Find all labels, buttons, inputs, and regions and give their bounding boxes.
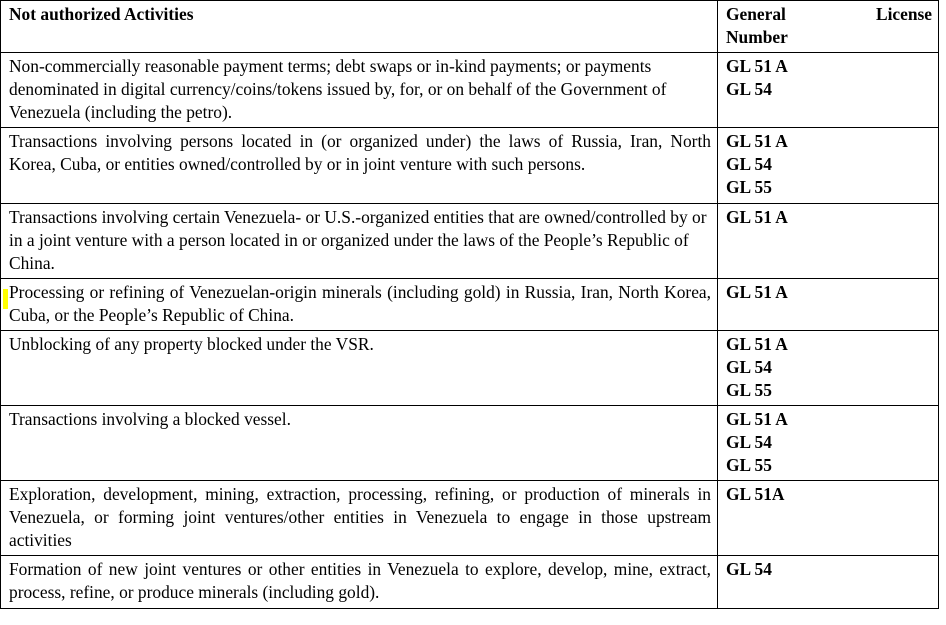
general-license-number: GL 51 A: [726, 56, 788, 77]
activity-cell: Transactions involving certain Venezuela- or U.S.-organized entities that are owned/controlled by or in a joint venture with a person located in or organized under the laws of the People’s Republic of China.: [1, 203, 718, 278]
general-license-cell: [718, 128, 939, 203]
header-cell-activities: Not authorized Activities: [1, 1, 718, 53]
header-general-word: General: [726, 4, 786, 24]
activity-cell: Unblocking of any property blocked under the VSR.: [1, 330, 718, 405]
table-row: [1, 330, 939, 405]
table-header: [1, 1, 939, 53]
general-license-number: GL 54: [726, 154, 772, 175]
general-license-number: GL 55: [726, 177, 772, 198]
activity-cell: Transactions involving a blocked vessel.: [1, 406, 718, 481]
table-header-row: [1, 1, 939, 53]
general-license-number: GL 51 A: [726, 131, 788, 152]
activity-cell: Non-commercially reasonable payment terms; debt swaps or in-kind payments; or payments denominated in digital currency/coins/tokens issued by, for, or on behalf of the Government of Venezuela (including the petro).: [1, 53, 718, 128]
header-cell-general-license-number: [718, 1, 939, 53]
table-row: [1, 556, 939, 608]
general-license-cell: [718, 406, 939, 481]
general-license-cell: [718, 330, 939, 405]
table-row: [1, 278, 939, 330]
general-license-cell: [718, 481, 939, 556]
table-row: [1, 481, 939, 556]
table-row: [1, 128, 939, 203]
general-license-cell: [718, 278, 939, 330]
activity-cell: Formation of new joint ventures or other entities in Venezuela to explore, develop, mine, extract, process, refine, or produce minerals (including gold).: [1, 556, 718, 608]
general-license-number: GL 51 A: [726, 409, 788, 429]
general-license-number: GL 55: [726, 455, 772, 476]
table-body: [1, 53, 939, 608]
general-license-cell: [718, 203, 939, 278]
yellow-highlight-mark: [3, 289, 8, 309]
general-license-cell: [718, 556, 939, 608]
general-license-number: GL 54: [726, 559, 772, 580]
general-license-cell: [718, 53, 939, 128]
general-license-number: GL 51 A: [726, 281, 788, 302]
table-row: [1, 53, 939, 128]
general-license-number: GL 54: [726, 356, 772, 377]
general-license-number: GL 51 A: [726, 333, 788, 354]
general-license-number: GL 55: [726, 379, 772, 400]
activity-cell: Exploration, development, mining, extraction, processing, refining, or production of minerals in Venezuela, or forming joint ventures/other entities in Venezuela to engage in those upstream activities: [1, 481, 718, 556]
table-row: [1, 406, 939, 481]
activity-cell: Transactions involving persons located in (or organized under) the laws of Russia, Iran, North Korea, Cuba, or entities owned/controlled by or in joint venture with such persons.: [1, 128, 718, 203]
general-license-number: GL 54: [726, 79, 772, 100]
header-license-word: License: [875, 4, 932, 24]
activity-cell: Processing or refining of Venezuelan-origin minerals (including gold) in Russia, Iran, North Korea, Cuba, or the People’s Republic of China.: [1, 278, 718, 330]
header-number-word: Number: [726, 27, 788, 48]
general-license-number: GL 51 A: [726, 206, 788, 227]
general-license-number: GL 54: [726, 432, 772, 453]
general-license-number: GL 51A: [726, 484, 785, 505]
table-row: [1, 203, 939, 278]
